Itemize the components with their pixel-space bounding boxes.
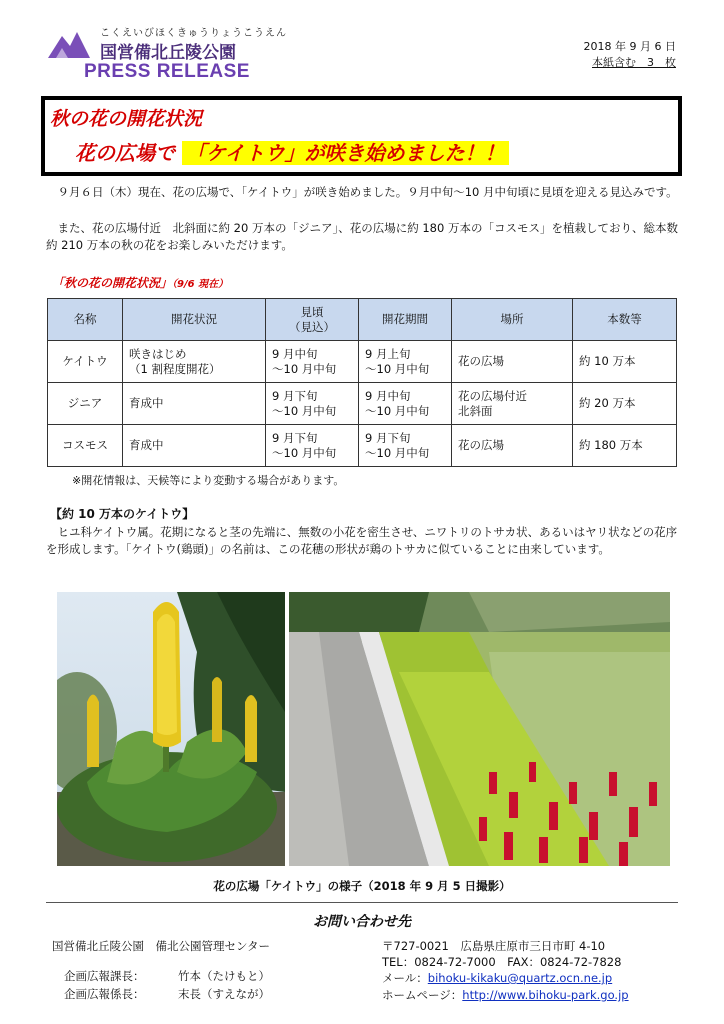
contact-divider xyxy=(46,902,678,903)
cell-peak: 9 月中旬 ～10 月中旬 xyxy=(266,341,359,383)
col-place: 場所 xyxy=(452,299,573,341)
cell-place: 花の広場 xyxy=(452,425,573,467)
title-highlight: 「ケイトウ」が咲き始めました！！ xyxy=(182,141,509,165)
status-heading-note: （9/6 現在） xyxy=(172,279,229,290)
cell-count: 約 180 万本 xyxy=(573,425,677,467)
col-count: 本数等 xyxy=(573,299,677,341)
release-date: 2018 年 9 月 6 日 xyxy=(583,40,676,53)
press-release-label: PRESS RELEASE xyxy=(84,61,250,82)
contact-role-2: 企画広報係長： xyxy=(64,987,145,1001)
col-status: 開花状況 xyxy=(123,299,266,341)
mail-link[interactable]: bihoku-kikaku@quartz.ocn.ne.jp xyxy=(427,971,613,985)
contact-person-2: 末長（すえなが） xyxy=(178,987,270,1001)
contact-address: 〒727-0021 広島県庄原市三日市町 4-10 xyxy=(382,939,606,953)
org-name: 国営備北丘陵公園 xyxy=(100,43,236,63)
contact-person-1: 竹本（たけもと） xyxy=(178,969,270,983)
cell-name: コスモス xyxy=(48,425,123,467)
col-peak: 見頃 （見込） xyxy=(266,299,359,341)
park-logo-icon xyxy=(46,28,92,60)
cell-peak: 9 月下旬 ～10 月中旬 xyxy=(266,383,359,425)
title-line-2 xyxy=(75,137,509,166)
website-link[interactable]: http://www.bihoku-park.go.jp xyxy=(462,988,629,1002)
cell-place: 花の広場 xyxy=(452,341,573,383)
flower-bed-photo xyxy=(289,592,670,866)
contact-heading: お問い合わせ先 xyxy=(313,914,411,930)
table-row xyxy=(48,341,677,383)
contact-web-row xyxy=(382,987,629,1003)
contact-office: 国営備北丘陵公園 備北公園管理センター xyxy=(52,939,271,953)
cell-period: 9 月上旬 ～10 月中旬 xyxy=(359,341,452,383)
cell-name: ジニア xyxy=(48,383,123,425)
table-row xyxy=(48,425,677,467)
cell-status: 咲きはじめ （1 割程度開花） xyxy=(123,341,266,383)
cell-status: 育成中 xyxy=(123,425,266,467)
contact-mail-row xyxy=(382,970,612,986)
contact-role-1: 企画広報課長： xyxy=(64,969,145,983)
intro-paragraph-1: ９月６日（木）現在、花の広場で、「ケイトウ」が咲き始めました。９月中旬～10 月中旬頃に見頃を迎える見込みです。 xyxy=(46,185,678,199)
photo-caption: 花の広場「ケイトウ」の様子（2018 年 9 月 5 日撮影） xyxy=(213,879,511,893)
table-header-row xyxy=(48,299,677,341)
cell-place: 花の広場付近 北斜面 xyxy=(452,383,573,425)
cell-period: 9 月下旬 ～10 月中旬 xyxy=(359,425,452,467)
keitou-description: ヒユ科ケイトウ属。花期になると茎の先端に、無数の小花を密生させ、ニワトリのトサカ状、あるいはヤリ状などの花序を形成します。「ケイトウ(鶏頭)」の名前は、この花穂の形状が鶏のトサカに似ていることに由来しています。 xyxy=(46,525,678,556)
cell-count: 約 10 万本 xyxy=(573,341,677,383)
cell-status: 育成中 xyxy=(123,383,266,425)
keitou-heading: 【約 10 万本のケイトウ】 xyxy=(50,507,195,521)
bloom-status-table xyxy=(47,298,677,467)
org-ruby: こくえいびほくきゅうりょうこうえん xyxy=(100,28,287,39)
web-label: ホームページ： xyxy=(382,988,463,1002)
contact-tel-fax: TEL：0824-72-7000 FAX：0824-72-7828 xyxy=(382,955,622,969)
mail-label: メール： xyxy=(382,971,428,985)
table-row xyxy=(48,383,677,425)
col-period: 開花期間 xyxy=(359,299,452,341)
cell-name: ケイトウ xyxy=(48,341,123,383)
status-heading-text: 「秋の花の開花状況」 xyxy=(52,276,173,290)
cell-count: 約 20 万本 xyxy=(573,383,677,425)
title-line-1: 秋の花の開花状況 xyxy=(50,108,203,130)
cell-period: 9 月中旬 ～10 月中旬 xyxy=(359,383,452,425)
status-heading xyxy=(52,274,228,291)
page-count: 本紙含む 3 枚 xyxy=(592,56,676,69)
col-name: 名称 xyxy=(48,299,123,341)
cell-peak: 9 月下旬 ～10 月中旬 xyxy=(266,425,359,467)
title-line-2-pre: 花の広場で xyxy=(75,141,175,165)
intro-paragraph-2: また、花の広場付近 北斜面に約 20 万本の「ジニア」、花の広場に約 180 万本の「コスモス」を植栽しており、総本数約 210 万本の秋の花をお楽しみいただけます。 xyxy=(46,221,678,252)
celosia-closeup-photo xyxy=(57,592,285,866)
table-note: ※開花情報は、天候等により変動する場合があります。 xyxy=(72,474,345,487)
